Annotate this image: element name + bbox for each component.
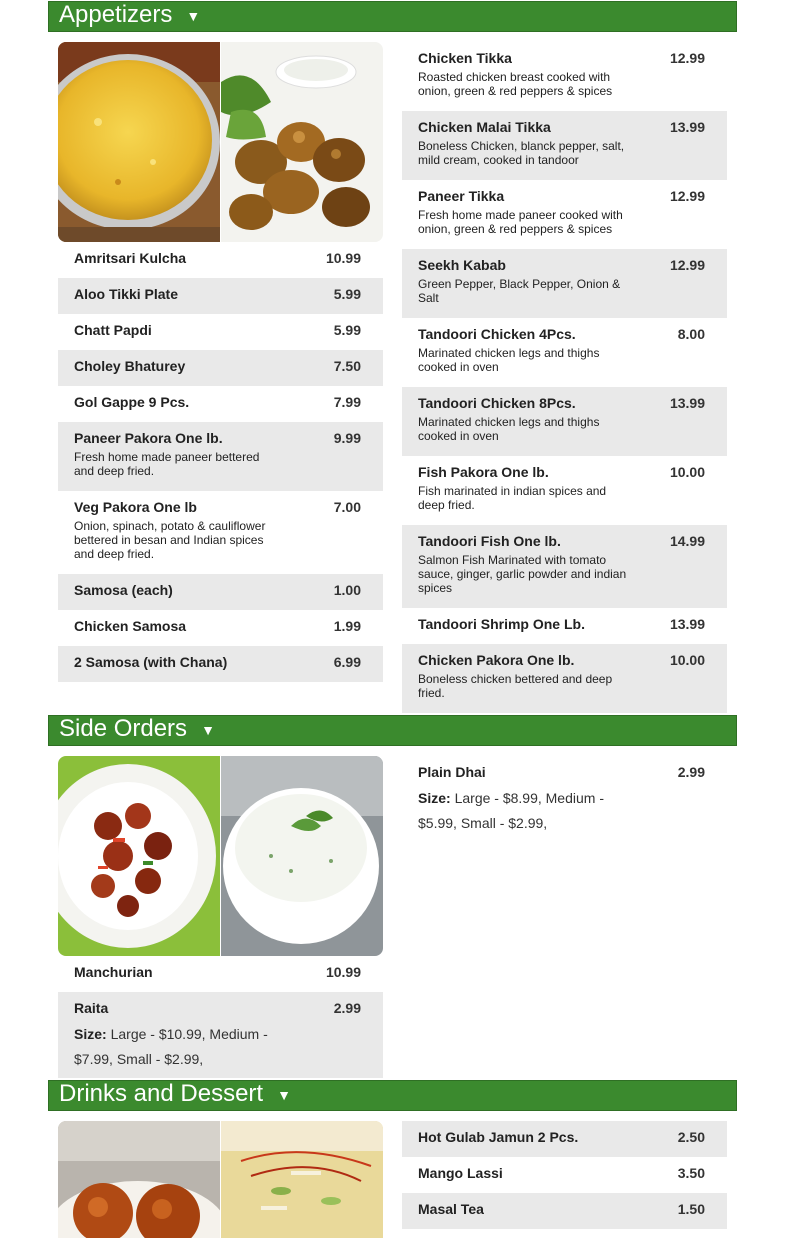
item-name: Gol Gappe 9 Pcs. — [74, 394, 190, 410]
menu-item[interactable] — [402, 180, 727, 249]
collapse-arrow-icon[interactable]: ▼ — [277, 1086, 291, 1103]
item-price: 8.00 — [677, 326, 705, 342]
item-name: Plain Dhai — [418, 764, 486, 780]
item-name: Manchurian — [74, 964, 153, 980]
menu-item[interactable] — [58, 242, 383, 278]
item-price: 6.99 — [333, 654, 361, 670]
item-price: 12.99 — [669, 50, 705, 66]
item-name: Chatt Papdi — [74, 322, 152, 338]
manchurian-image — [58, 756, 220, 956]
menu-item[interactable] — [402, 1193, 727, 1229]
item-price: 1.00 — [333, 582, 361, 598]
item-price: 5.99 — [333, 322, 361, 338]
section-header-appetizers[interactable] — [48, 1, 737, 32]
menu-item[interactable] — [58, 574, 383, 610]
item-name: Raita — [74, 1000, 109, 1016]
item-description: Onion, spinach, potato & cauliflower bettered in besan and Indian spices and deep fried. — [74, 519, 266, 561]
item-price: 10.99 — [325, 964, 361, 980]
item-description: Fish marinated in indian spices and deep fried. — [418, 484, 607, 512]
mango-kheer-image — [221, 1121, 383, 1238]
menu-item[interactable] — [58, 956, 383, 992]
item-name: Choley Bhaturey — [74, 358, 186, 374]
raita-bowl-image — [221, 756, 383, 956]
menu-item[interactable] — [402, 608, 727, 644]
size-label: Size: — [418, 790, 451, 806]
item-description: Green Pepper, Black Pepper, Onion & Salt — [418, 277, 621, 305]
menu-item[interactable] — [58, 350, 383, 386]
item-name: Mango Lassi — [418, 1165, 503, 1181]
item-price: 13.99 — [669, 119, 705, 135]
item-name: 2 Samosa (with Chana) — [74, 654, 228, 670]
item-size-options — [418, 786, 618, 836]
appetizers-photos — [58, 42, 383, 242]
section-title: Side Orders — [59, 715, 188, 742]
section-title: Drinks and Dessert — [59, 1080, 264, 1107]
item-name: Chicken Tikka — [418, 50, 512, 66]
item-description: Marinated chicken legs and thighs cooked in oven — [418, 346, 600, 374]
item-name: Tandoori Fish One lb. — [418, 533, 561, 549]
item-price: 10.00 — [669, 652, 705, 668]
item-price: 14.99 — [669, 533, 705, 549]
item-name: Masal Tea — [418, 1201, 484, 1217]
item-price: 12.99 — [669, 257, 705, 273]
item-name: Chicken Malai Tikka — [418, 119, 551, 135]
menu-item[interactable] — [58, 491, 383, 574]
item-price: 5.99 — [333, 286, 361, 302]
menu-item[interactable] — [402, 1157, 727, 1193]
item-name: Fish Pakora One lb. — [418, 464, 549, 480]
item-price: 2.99 — [677, 764, 705, 780]
item-price: 2.50 — [677, 1129, 705, 1145]
menu-item[interactable] — [58, 386, 383, 422]
menu-item[interactable] — [402, 456, 727, 525]
menu-item[interactable] — [402, 756, 727, 842]
size-text: Large - $8.99, Medium - $5.99, Small - $2.99, — [418, 790, 604, 831]
section-header-drinks-dessert[interactable] — [48, 1080, 737, 1111]
item-name: Chicken Samosa — [74, 618, 187, 634]
item-name: Samosa (each) — [74, 582, 173, 598]
menu-item[interactable] — [58, 610, 383, 646]
gulab-jamun-image — [58, 1121, 220, 1238]
menu-item[interactable] — [402, 42, 727, 111]
item-price: 13.99 — [669, 395, 705, 411]
collapse-arrow-icon[interactable]: ▼ — [186, 7, 201, 24]
item-description: Boneless Chicken, blanck pepper, salt, mild cream, cooked in tandoor — [418, 139, 625, 167]
item-description: Boneless chicken bettered and deep fried. — [418, 672, 613, 700]
menu-item[interactable] — [402, 249, 727, 318]
item-price: 2.99 — [333, 1000, 361, 1016]
menu-item[interactable] — [58, 314, 383, 350]
menu-item[interactable] — [402, 525, 727, 608]
item-name: Seekh Kabab — [418, 257, 506, 273]
item-name: Amritsari Kulcha — [74, 250, 187, 266]
size-text: Large - $10.99, Medium - $7.99, Small - $2.99, — [74, 1026, 268, 1067]
item-price: 7.99 — [333, 394, 361, 410]
item-description: Salmon Fish Marinated with tomato sauce, ginger, garlic powder and indian spices — [418, 553, 627, 595]
roasted-potatoes-image — [221, 42, 383, 242]
item-price: 12.99 — [669, 188, 705, 204]
item-price: 10.00 — [669, 464, 705, 480]
item-description: Roasted chicken breast cooked with onion, green & red peppers & spices — [418, 70, 613, 98]
item-price: 1.99 — [333, 618, 361, 634]
kadhi-bowl-image — [58, 42, 220, 242]
menu-item[interactable] — [58, 646, 383, 682]
menu-item[interactable] — [58, 422, 383, 491]
menu-item[interactable] — [402, 387, 727, 456]
size-label: Size: — [74, 1026, 107, 1042]
item-name: Paneer Pakora One lb. — [74, 430, 223, 446]
menu-item[interactable] — [58, 278, 383, 314]
item-price: 9.99 — [333, 430, 361, 446]
item-name: Veg Pakora One lb — [74, 499, 197, 515]
menu-item[interactable] — [402, 1121, 727, 1157]
item-name: Aloo Tikki Plate — [74, 286, 178, 302]
drinks-dessert-photos — [58, 1121, 383, 1238]
item-price: 3.50 — [677, 1165, 705, 1181]
side-orders-photos — [58, 756, 383, 956]
item-size-options — [74, 1022, 274, 1072]
item-price: 1.50 — [677, 1201, 705, 1217]
collapse-arrow-icon[interactable]: ▼ — [201, 721, 215, 738]
menu-item[interactable] — [402, 111, 727, 180]
item-name: Tandoori Chicken 8Pcs. — [418, 395, 576, 411]
menu-item[interactable] — [402, 644, 727, 713]
item-description: Fresh home made paneer bettered and deep fried. — [74, 450, 260, 478]
item-name: Hot Gulab Jamun 2 Pcs. — [418, 1129, 579, 1145]
item-price: 13.99 — [669, 616, 705, 632]
item-name: Tandoori Shrimp One Lb. — [418, 616, 585, 632]
item-price: 7.50 — [333, 358, 361, 374]
item-name: Chicken Pakora One lb. — [418, 652, 575, 668]
menu-item[interactable] — [402, 318, 727, 387]
item-name: Tandoori Chicken 4Pcs. — [418, 326, 576, 342]
item-price: 10.99 — [325, 250, 361, 266]
section-title: Appetizers — [59, 1, 173, 28]
item-price: 7.00 — [333, 499, 361, 515]
item-description: Fresh home made paneer cooked with onion, green & red peppers & spices — [418, 208, 623, 236]
item-description: Marinated chicken legs and thighs cooked in oven — [418, 415, 600, 443]
menu-item[interactable] — [58, 992, 383, 1078]
section-header-side-orders[interactable] — [48, 715, 737, 746]
item-name: Paneer Tikka — [418, 188, 505, 204]
